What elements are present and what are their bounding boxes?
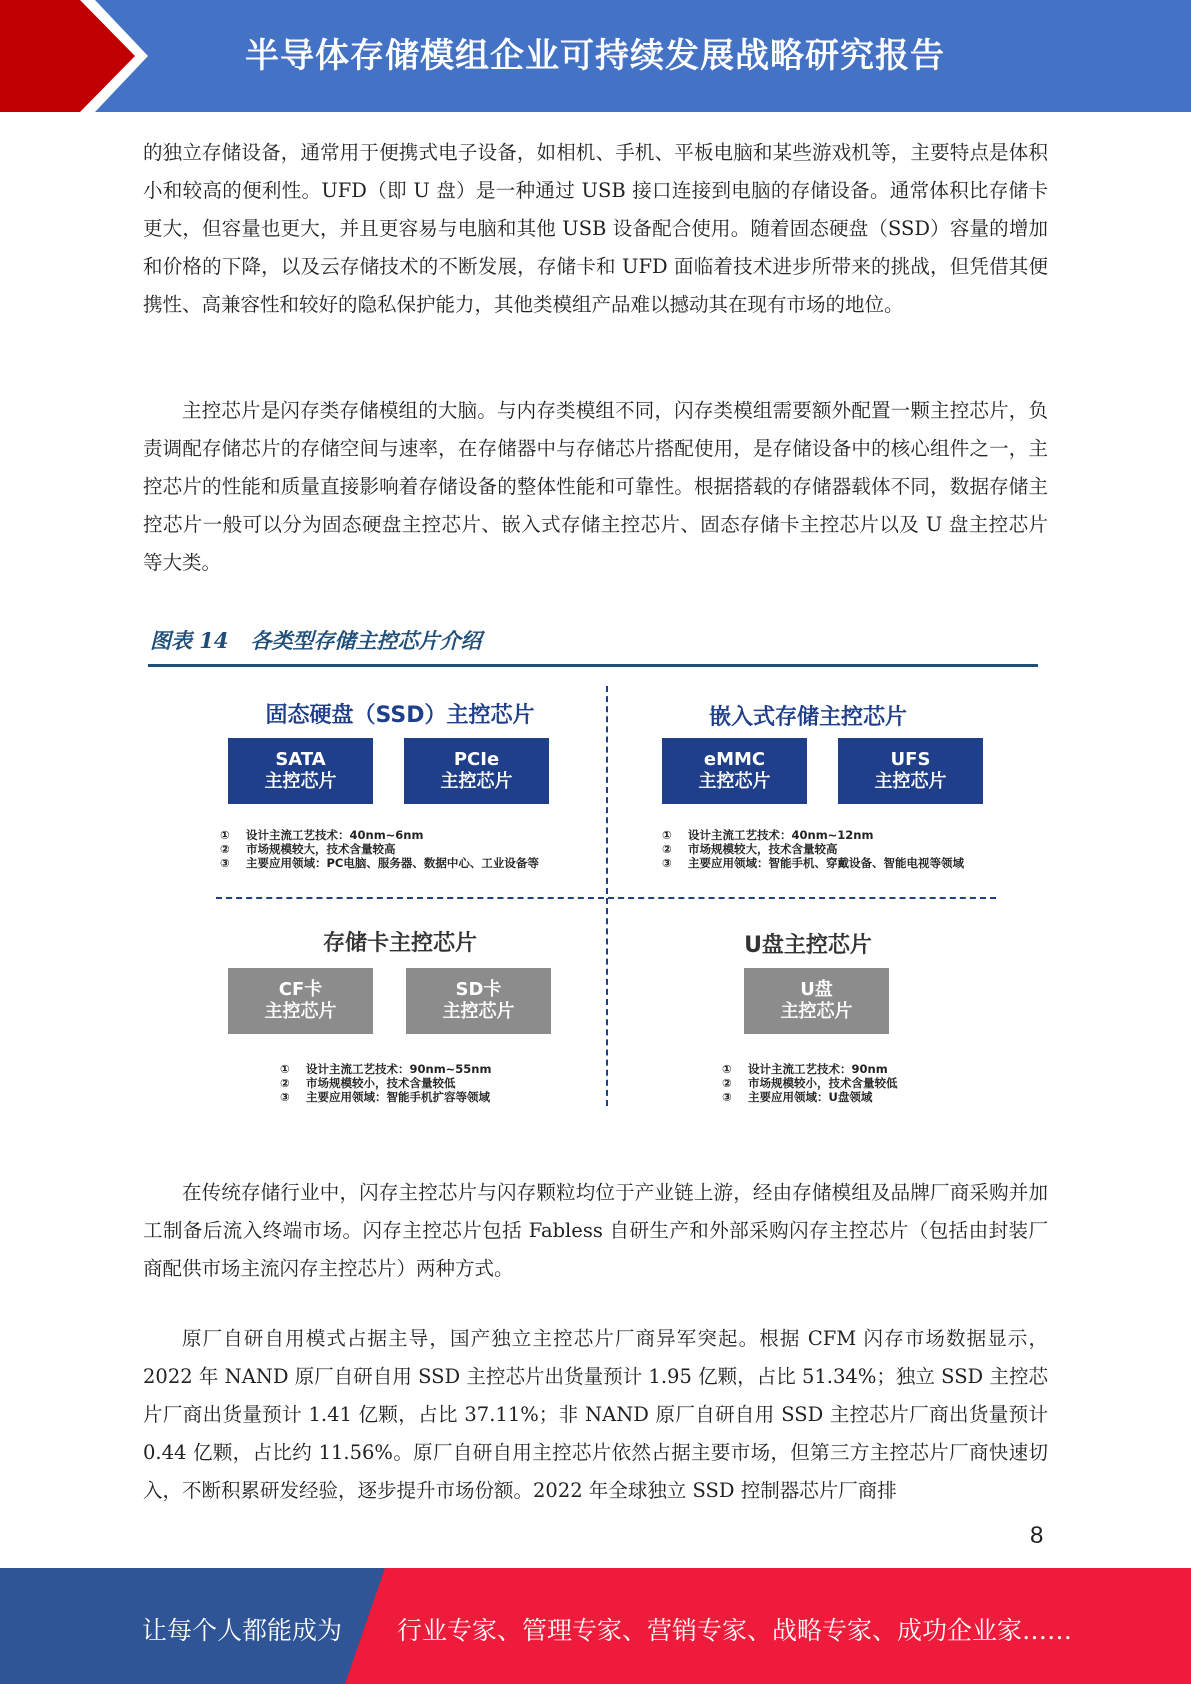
note-text: 设计主流工艺技术：90nm~55nm xyxy=(306,1062,492,1076)
note-number: ① xyxy=(280,1062,290,1076)
sata-chip xyxy=(228,738,373,804)
note-number: ③ xyxy=(280,1090,290,1104)
embedded-notes xyxy=(662,828,964,870)
note-number: ① xyxy=(662,828,672,842)
note-text: 设计主流工艺技术：40nm~12nm xyxy=(688,828,874,842)
note-row xyxy=(662,842,964,856)
chip-name: UFS xyxy=(890,749,931,770)
page-footer xyxy=(0,1568,1191,1684)
paragraph-1: 的独立存储设备，通常用于便携式电子设备，如相机、手机、平板电脑和某些游戏机等，主要特点是体积小和较高的便利性。UFD（即 U 盘）是一种通过 USB 接口连接到电脑的存储设备。通常体积比存储卡更大，但容量也更大，并且更容易与电脑和其他 USB 设备配合使用。随着固态硬盘（SSD）容量的增加和价格的下降，以及云存储技术的不断发展，存储卡和 UFD 面临着技术进步所带来的挑战，但凭借其便携性、高兼容性和较好的隐私保护能力，其他类模组产品难以撼动其在现有市场的地位。 xyxy=(143,141,1048,316)
note-row xyxy=(722,1090,898,1104)
chip-name: PCIe xyxy=(453,749,500,770)
vertical-divider xyxy=(606,686,608,1106)
note-number: ① xyxy=(220,828,230,842)
sd-card-chip xyxy=(406,968,551,1034)
footer-slogan-left: 让每个人都能成为 xyxy=(142,1616,343,1645)
ssd-quadrant-title: 固态硬盘（SSD）主控芯片 xyxy=(265,703,535,728)
udisk-quadrant-title: U盘主控芯片 xyxy=(744,933,872,958)
note-row xyxy=(220,856,539,870)
note-row xyxy=(722,1076,898,1090)
note-number: ③ xyxy=(722,1090,732,1104)
note-text: 市场规模较大，技术含量较高 xyxy=(246,842,396,856)
chip-sub: 主控芯片 xyxy=(440,771,513,792)
note-text: 市场规模较小，技术含量较低 xyxy=(748,1076,898,1090)
chip-sub: 主控芯片 xyxy=(780,1001,853,1022)
figure-label: 图表 14 xyxy=(150,628,229,653)
paragraph-3: 在传统存储行业中，闪存主控芯片与闪存颗粒均位于产业链上游，经由存储模组及品牌厂商采购并加工制备后流入终端市场。闪存主控芯片包括 Fabless 自研生产和外部采购闪存主控芯片（包括由封装厂商配供市场主流闪存主控芯片）两种方式。 xyxy=(143,1181,1048,1280)
controller-diagram xyxy=(210,682,1010,1114)
note-number: ② xyxy=(662,842,672,856)
note-text: 主要应用领域：U盘领域 xyxy=(748,1090,873,1104)
header-arrow-icon xyxy=(0,0,160,112)
chip-sub: 主控芯片 xyxy=(874,771,947,792)
figure-rule xyxy=(148,664,1038,667)
note-text: 市场规模较小，技术含量较低 xyxy=(306,1076,456,1090)
chip-sub: 主控芯片 xyxy=(264,771,337,792)
paragraph-2: 主控芯片是闪存类存储模组的大脑。与内存类模组不同，闪存类模组需要额外配置一颗主控芯片，负责调配存储芯片的存储空间与速率，在存储器中与存储芯片搭配使用，是存储设备中的核心组件之一，主控芯片的性能和质量直接影响着存储设备的整体性能和可靠性。根据搭载的存储器载体不同，数据存储主控芯片一般可以分为固态硬盘主控芯片、嵌入式存储主控芯片、固态存储卡主控芯片以及 U 盘主控芯片等大类。 xyxy=(143,399,1048,574)
footer-slogan-right: 行业专家、管理专家、营销专家、战略专家、成功企业家…… xyxy=(397,1616,1073,1645)
page-header xyxy=(0,0,1191,112)
paragraph-4: 原厂自研自用模式占据主导，国产独立主控芯片厂商异军突起。根据 CFM 闪存市场数据显示，2022 年 NAND 原厂自研自用 SSD 主控芯片出货量预计 1.95 亿颗，占比 51.34%；独立 SSD 主控芯片厂商出货量预计 1.41 亿颗，占比 37.11%；非 NAND 原厂自研自用 SSD 主控芯片厂商出货量预计 0.44 亿颗，占比约 11.56%。原厂自研自用主控芯片依然占据主要市场，但第三方主控芯片厂商快速切入，不断积累研发经验，逐步提升市场份额。2022 年全球独立 SSD 控制器芯片厂商排 xyxy=(143,1327,1048,1502)
note-number: ② xyxy=(722,1076,732,1090)
chip-name: SATA xyxy=(275,749,326,770)
note-number: ① xyxy=(722,1062,732,1076)
note-row xyxy=(280,1062,491,1076)
note-number: ③ xyxy=(662,856,672,870)
note-row xyxy=(220,842,539,856)
ssd-notes xyxy=(220,828,539,870)
chip-name: SD卡 xyxy=(455,979,502,1000)
pcie-chip xyxy=(404,738,549,804)
udisk-chip xyxy=(744,968,889,1034)
note-row xyxy=(662,856,964,870)
note-row xyxy=(220,828,539,842)
chip-name: U盘 xyxy=(800,979,833,1000)
note-row xyxy=(280,1076,491,1090)
note-text: 主要应用领域：智能手机扩容等领域 xyxy=(306,1090,490,1104)
note-number: ② xyxy=(280,1076,290,1090)
ufs-chip xyxy=(838,738,983,804)
emmc-chip xyxy=(662,738,807,804)
chip-name: CF卡 xyxy=(278,979,323,1000)
udisk-notes xyxy=(722,1062,898,1104)
page-number: 8 xyxy=(1030,1522,1044,1549)
chip-sub: 主控芯片 xyxy=(264,1001,337,1022)
figure-caption xyxy=(150,625,482,655)
note-row xyxy=(280,1090,491,1104)
figure-title: 各类型存储主控芯片介绍 xyxy=(250,628,482,653)
note-number: ③ xyxy=(220,856,230,870)
horizontal-divider xyxy=(216,897,996,899)
note-number: ② xyxy=(220,842,230,856)
card-quadrant-title: 存储卡主控芯片 xyxy=(322,931,477,956)
card-notes xyxy=(280,1062,491,1104)
note-text: 市场规模较大，技术含量较高 xyxy=(688,842,838,856)
note-text: 主要应用领域：PC电脑、服务器、数据中心、工业设备等 xyxy=(246,856,539,870)
note-text: 设计主流工艺技术：90nm xyxy=(748,1062,888,1076)
chip-sub: 主控芯片 xyxy=(442,1001,515,1022)
note-text: 主要应用领域：智能手机、穿戴设备、智能电视等领域 xyxy=(688,856,964,870)
note-row xyxy=(722,1062,898,1076)
chip-name: eMMC xyxy=(703,749,766,770)
chip-sub: 主控芯片 xyxy=(698,771,771,792)
note-text: 设计主流工艺技术：40nm~6nm xyxy=(246,828,424,842)
cf-card-chip xyxy=(228,968,373,1034)
embedded-quadrant-title: 嵌入式存储主控芯片 xyxy=(708,705,907,730)
report-title: 半导体存储模组企业可持续发展战略研究报告 xyxy=(245,36,945,76)
note-row xyxy=(662,828,964,842)
